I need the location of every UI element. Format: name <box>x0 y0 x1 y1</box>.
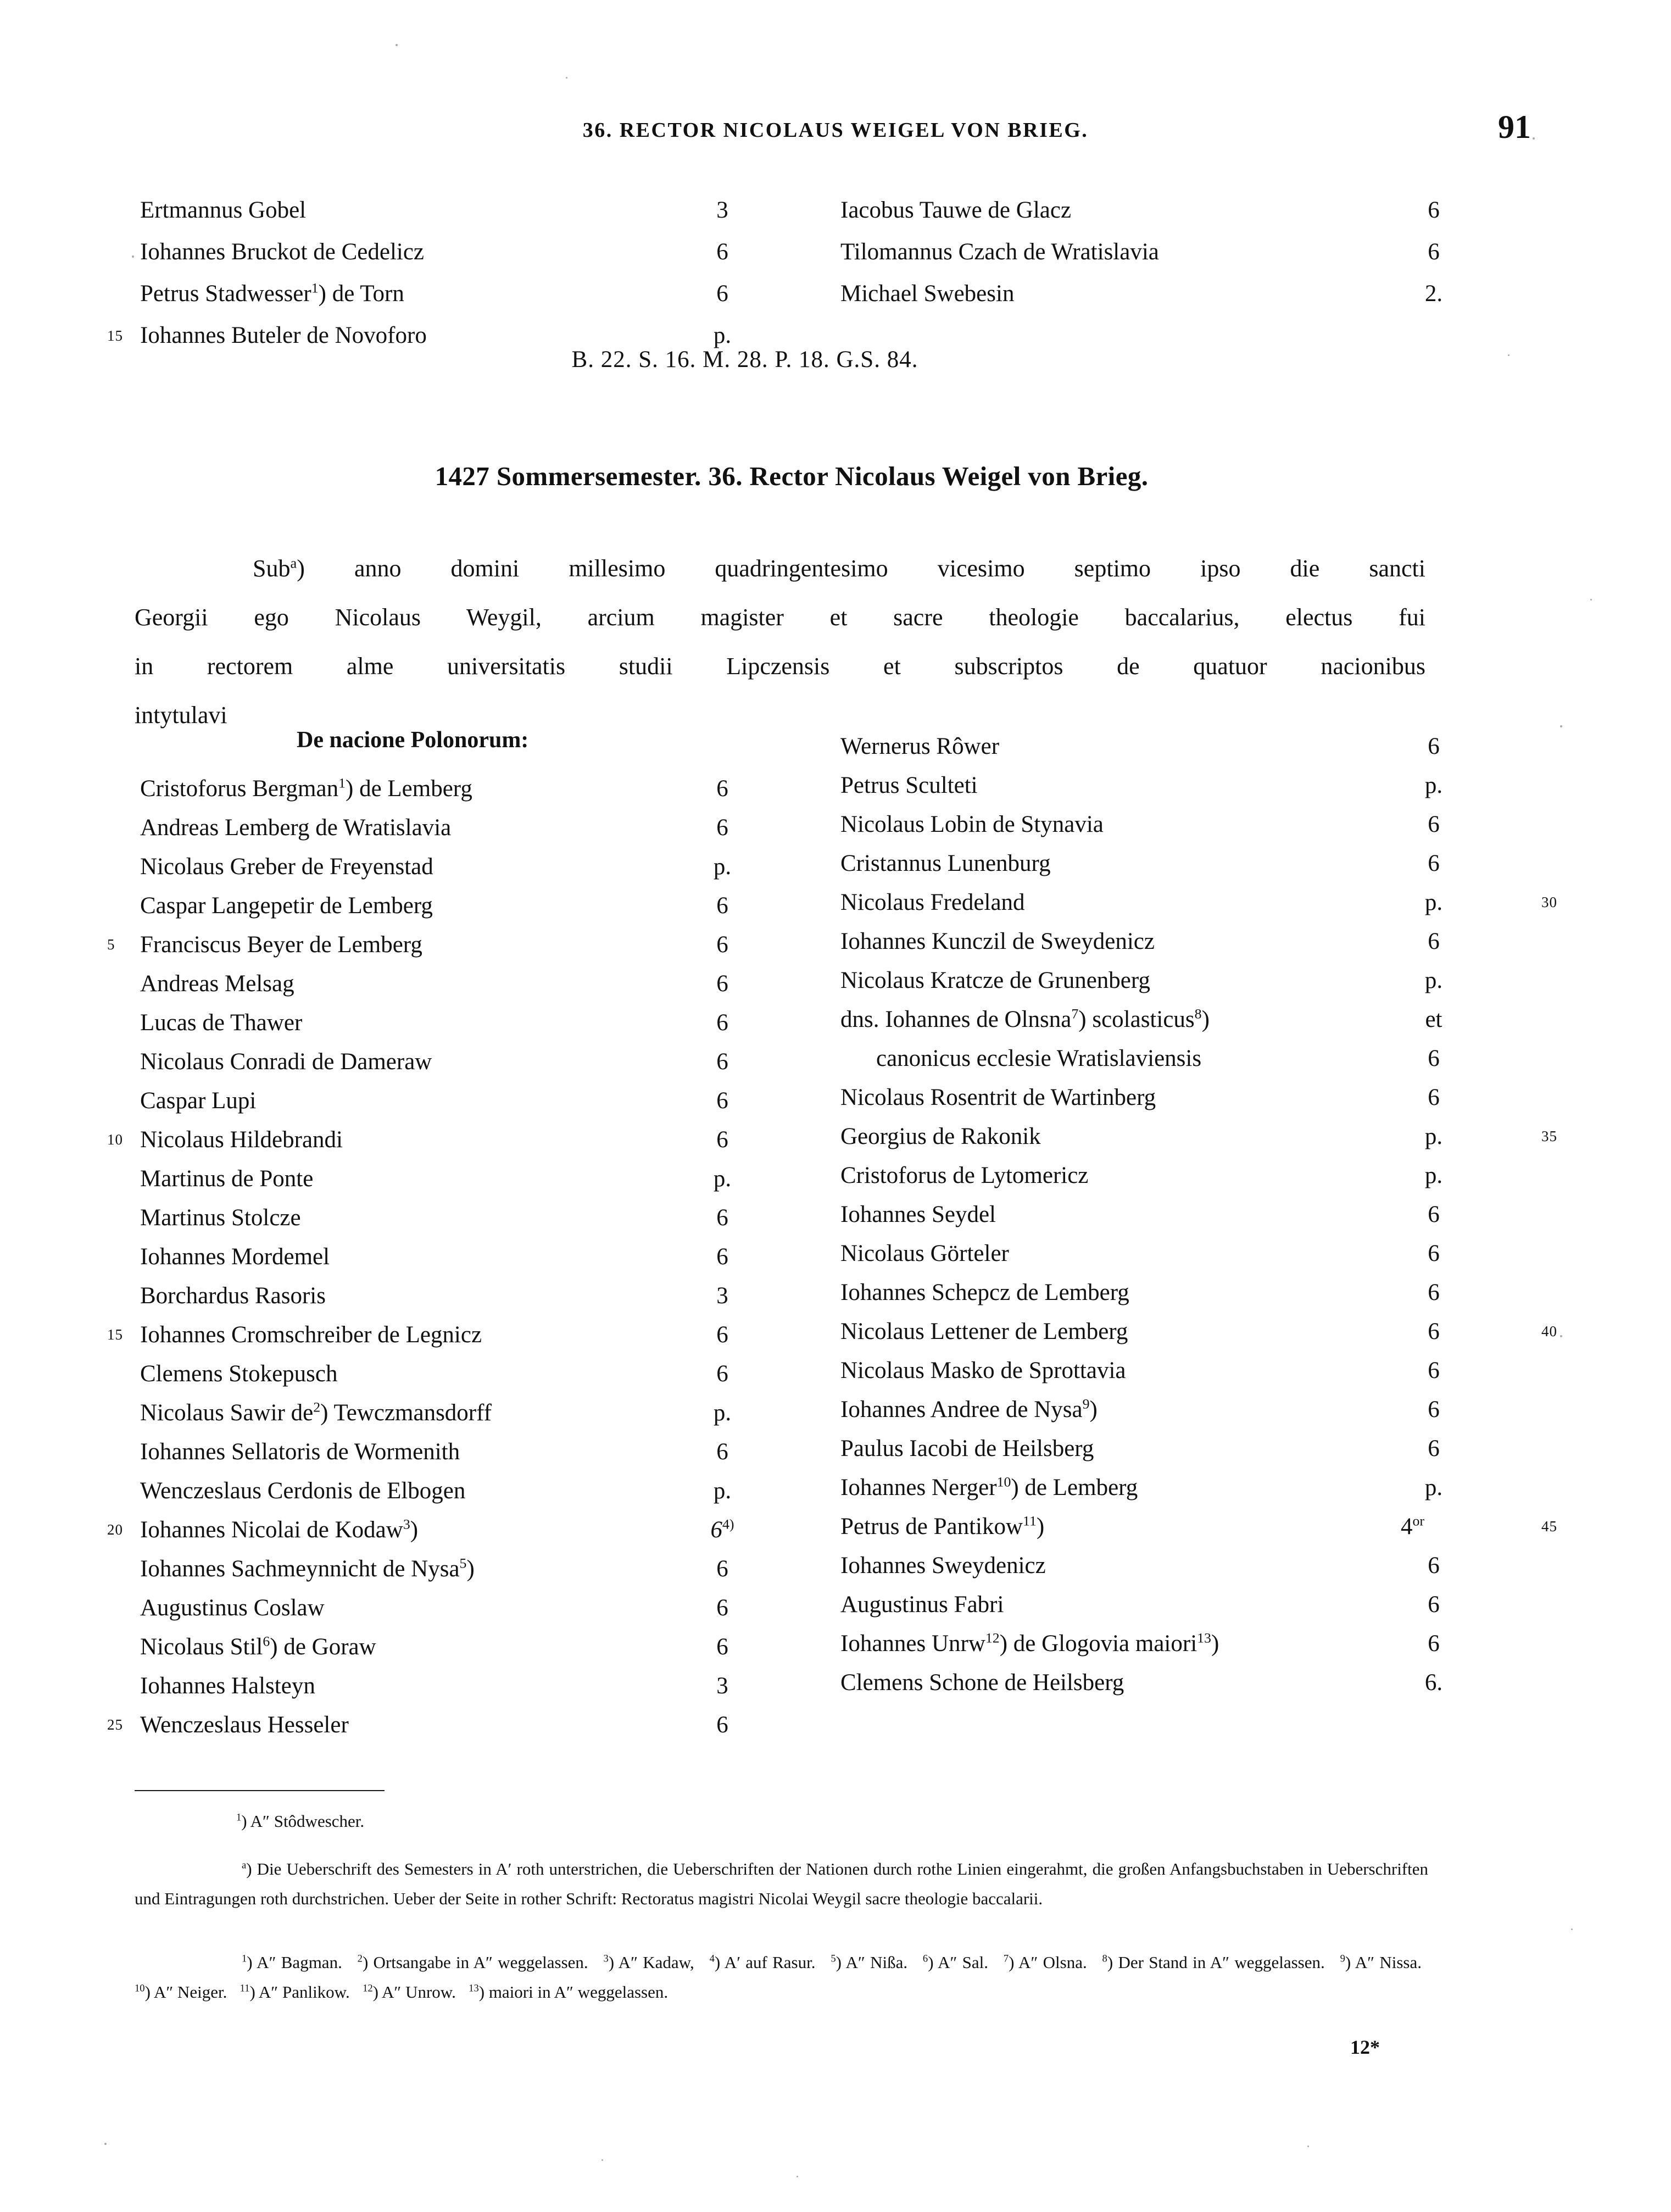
top-roster-left-column <box>107 190 777 357</box>
entrant-name: Iohannes Sweydenicz <box>840 1553 1046 1579</box>
fee-value: 6 <box>716 1244 728 1270</box>
fee-value: 6 <box>716 1595 728 1621</box>
roster-row <box>107 1588 777 1627</box>
fee-value: 6 <box>716 1439 728 1465</box>
entrant-name: Wernerus Rôwer <box>840 733 1000 759</box>
entrant-name: Paulus Iacobi de Heilsberg <box>840 1436 1094 1461</box>
running-head <box>0 109 1671 151</box>
footnote-item: $^5$) A″ Nißa. <box>831 1953 908 1972</box>
fee-value: 6 <box>1428 1046 1440 1071</box>
entrant-name: Iohannes Buteler de Novoforo <box>140 323 427 348</box>
roster-row <box>807 1156 1500 1195</box>
entrant-name: Nicolaus Kratcze de Grunenberg <box>840 968 1150 993</box>
entrant-name: Caspar Langepetir de Lemberg <box>140 893 433 919</box>
fee-value: p. <box>1424 968 1443 993</box>
line-number: 20 <box>107 1521 123 1538</box>
roster-row <box>807 1234 1500 1273</box>
entrant-name: Iohannes Unrw$^{12}$) de Glogovia maiori$^{13}$) <box>840 1630 1219 1657</box>
roster-row <box>807 1390 1500 1429</box>
fee-value: $4^{or}$ <box>1401 1513 1424 1539</box>
roster-row <box>807 190 1500 231</box>
fee-value: 6 <box>716 1634 728 1660</box>
entrant-name: Iohannes Halsteyn <box>140 1673 315 1699</box>
roster-row <box>807 1663 1500 1702</box>
roster-row <box>107 1627 777 1666</box>
roster-row <box>107 1120 777 1159</box>
roster-row <box>807 883 1557 922</box>
footnote-item: $^{10}$) A″ Neiger. <box>135 1982 227 2002</box>
nation-totals-line: B. 22. S. 16. M. 28. P. 18. G.S. 84. <box>571 347 918 373</box>
entrant-name: Iohannes Sellatoris de Wormenith <box>140 1439 460 1465</box>
entrant-name: Nicolaus Conradi de Dameraw <box>140 1049 432 1075</box>
fee-value: 6 <box>1428 1085 1440 1110</box>
roster-row <box>107 1003 777 1042</box>
entrant-name: Nicolaus Greber de Freyenstad <box>140 854 433 880</box>
roster-row <box>807 922 1500 961</box>
roster-row <box>807 1195 1500 1234</box>
roster-row <box>107 1510 777 1549</box>
fee-value: 6 <box>716 971 728 997</box>
fee-value: p. <box>1424 890 1443 915</box>
footnote-divider <box>135 1790 385 1791</box>
footnote-item: $^7$) A″ Olsna. <box>1003 1953 1087 1972</box>
fee-value: 6 <box>716 239 728 265</box>
roster-row <box>807 231 1500 273</box>
fee-value: 6 <box>716 1088 728 1114</box>
fee-value: 6 <box>716 1322 728 1348</box>
entrant-name: Iohannes Cromschreiber de Legnicz <box>140 1322 482 1348</box>
entrant-name: dns. Iohannes de Olnsna$^7$) scolasticus$^8$) <box>840 1005 1210 1032</box>
entrant-name: Nicolaus Görteler <box>840 1241 1009 1266</box>
roster-row <box>107 847 777 886</box>
fee-value: 6 <box>1428 1553 1440 1579</box>
roster-row <box>107 964 777 1003</box>
roster-row <box>807 1273 1500 1312</box>
fee-value: p. <box>713 1400 732 1426</box>
preamble-line: Sub$^a$) anno domini millesimo quadringentesimo vicesimo septimo ipso die sancti <box>253 554 1425 582</box>
roster-row <box>807 1117 1557 1156</box>
line-number: 5 <box>107 936 115 953</box>
footnote-item: $^{11}$) A″ Panlikow. <box>239 1982 350 2002</box>
fee-value: 6 <box>716 815 728 841</box>
roster-row <box>807 727 1500 766</box>
entrant-name: Clemens Schone de Heilsberg <box>840 1670 1124 1696</box>
entrant-name: Iohannes Nerger$^{10}$) de Lemberg <box>840 1474 1138 1500</box>
fee-value: 6 <box>1428 1592 1440 1618</box>
latin-preamble <box>135 544 1425 740</box>
roster-row <box>107 1432 777 1471</box>
entrant-name: Georgius de Rakonik <box>840 1124 1041 1149</box>
roster-row <box>807 1468 1500 1507</box>
roster-row <box>107 925 777 964</box>
fee-value: 3 <box>716 1283 728 1309</box>
fee-value: 6. <box>1424 1670 1443 1696</box>
line-number: 15 <box>107 1326 123 1343</box>
roster-row <box>807 1351 1500 1390</box>
roster-row <box>107 1471 777 1510</box>
roster-row <box>807 1507 1557 1546</box>
scan-speck <box>1307 2146 1309 2147</box>
fee-value: 6 <box>1428 1436 1440 1461</box>
roster-row <box>807 1312 1557 1351</box>
scan-speck <box>132 255 134 258</box>
fee-value: et <box>1425 1007 1442 1032</box>
section-heading: 1427 Sommersemester. 36. Rector Nicolaus Weigel von Brieg. <box>435 461 1149 491</box>
entrant-name: Iohannes Sachmeynnicht de Nysa$^5$) <box>140 1555 475 1582</box>
entrant-name: Cristoforus de Lytomericz <box>840 1163 1089 1188</box>
scan-speck <box>1571 1928 1573 1930</box>
roster-row <box>807 1585 1500 1624</box>
entrant-name: Andreas Lemberg de Wratislavia <box>140 815 452 841</box>
entrant-name: Nicolaus Masko de Sprottavia <box>840 1358 1126 1383</box>
roster-row <box>107 273 777 315</box>
line-number: 40 <box>1541 1323 1557 1340</box>
roster-row <box>107 1315 777 1354</box>
fee-value: 6 <box>716 776 728 802</box>
roster-row <box>107 1393 777 1432</box>
fee-value: p. <box>713 1478 732 1504</box>
fee-value: 6 <box>716 1205 728 1231</box>
footnote-item: $^{13}$) maiori in A″ weggelassen. <box>469 1982 669 2002</box>
roster-row <box>807 1078 1500 1117</box>
page-number: 91 <box>1498 109 1531 145</box>
entrant-name: Nicolaus Lobin de Stynavia <box>840 812 1104 837</box>
entrant-name: Nicolaus Stil$^6$) de Goraw <box>140 1633 376 1660</box>
fee-value: 6 <box>1428 1319 1440 1344</box>
roster-row <box>107 1081 777 1120</box>
roster-row <box>107 190 777 231</box>
scan-speck <box>1590 599 1592 601</box>
fee-value: 6 <box>716 281 728 307</box>
fee-value: 6 <box>716 1049 728 1075</box>
entrant-name: Andreas Melsag <box>140 971 294 997</box>
fee-value: 6$^{4)}$ <box>710 1516 734 1543</box>
fee-value: 3 <box>716 1673 728 1699</box>
entrant-name: Iohannes Mordemel <box>140 1244 330 1270</box>
roster-row <box>107 1237 777 1276</box>
roster-right-column <box>807 727 1557 1702</box>
preamble-line: in rectorem alme universitatis studii Lipczensis et subscriptos de quatuor nacionibus <box>135 653 1425 680</box>
line-number: 30 <box>1541 894 1557 910</box>
entrant-name: Iohannes Andree de Nysa$^9$) <box>840 1396 1098 1422</box>
fee-value: 6 <box>1428 1202 1440 1227</box>
roster-row <box>107 1042 777 1081</box>
entrant-name: Wenczeslaus Hesseler <box>140 1712 349 1738</box>
roster-row <box>807 1000 1500 1039</box>
scan-speck <box>601 2159 603 2161</box>
line-number: 10 <box>107 1131 123 1148</box>
entrant-name: Clemens Stokepusch <box>140 1361 338 1387</box>
nation-heading: De nacione Polonorum: <box>297 727 529 753</box>
fee-value: 6 <box>1428 929 1440 954</box>
roster-row <box>107 1666 777 1705</box>
roster-row <box>807 1039 1500 1078</box>
roster-row <box>107 808 777 847</box>
entrant-name: Nicolaus Rosentrit de Wartinberg <box>840 1085 1156 1110</box>
roster-row <box>807 1546 1500 1585</box>
fee-value: 6 <box>1428 851 1440 876</box>
fee-value: 6 <box>1428 1241 1440 1266</box>
footnote-item: $^{12}$) A″ Unrow. <box>363 1982 456 2002</box>
scan-speck <box>1508 354 1510 356</box>
footnote-item: $^2$) Ortsangabe in A″ weggelassen. <box>357 1953 588 1972</box>
fee-value: 6 <box>1428 733 1440 759</box>
roster-row <box>107 1198 777 1237</box>
entrant-name: Borchardus Rasoris <box>140 1283 326 1309</box>
roster-row <box>807 844 1500 883</box>
roster-row <box>807 1624 1500 1663</box>
scan-speck <box>396 44 398 46</box>
roster-row <box>807 273 1500 315</box>
entrant-name: Caspar Lupi <box>140 1088 257 1114</box>
line-number: 15 <box>107 327 123 344</box>
roster-row <box>807 805 1500 844</box>
fee-value: p. <box>1424 1475 1443 1500</box>
entrant-name: Michael Swebesin <box>840 281 1015 307</box>
roster-row <box>107 1159 777 1198</box>
fee-value: 6 <box>1428 812 1440 837</box>
roster-left-column <box>107 769 777 1744</box>
footnote-numbered-block <box>135 1948 1431 2007</box>
entrant-name: Lucas de Thawer <box>140 1010 303 1036</box>
fee-value: 6 <box>716 1010 728 1036</box>
preamble-line: intytulavi <box>135 702 227 729</box>
fee-value: 6 <box>1428 1280 1440 1305</box>
entrant-name: Petrus de Pantikow$^{11}$) <box>840 1513 1045 1539</box>
entrant-name: Petrus Sculteti <box>840 772 978 798</box>
preamble-line: Georgii ego Nicolaus Weygil, arcium magister et sacre theologie baccalarius, electus fui <box>135 604 1425 631</box>
entrant-name: Augustinus Fabri <box>840 1592 1004 1618</box>
entrant-name: Martinus Stolcze <box>140 1205 301 1231</box>
top-roster-right-column <box>807 190 1500 315</box>
entrant-name: Iacobus Tauwe de Glacz <box>840 197 1072 223</box>
entrant-name: Tilomannus Czach de Wratislavia <box>840 239 1159 265</box>
entrant-name: Ertmannus Gobel <box>140 197 307 223</box>
roster-row <box>107 1549 777 1588</box>
fee-value: 6 <box>716 1127 728 1153</box>
entrant-name: Nicolaus Fredeland <box>840 890 1025 915</box>
fee-value: 6 <box>716 1712 728 1738</box>
roster-row <box>807 766 1500 805</box>
fee-value: 6 <box>716 1556 728 1582</box>
line-number: 45 <box>1541 1518 1557 1535</box>
entrant-name: Iohannes Kunczil de Sweydenicz <box>840 929 1155 954</box>
entrant-name: Iohannes Seydel <box>840 1202 996 1227</box>
fee-value: 6 <box>716 932 728 958</box>
line-number: 35 <box>1541 1128 1557 1144</box>
entrant-name: Nicolaus Hildebrandi <box>140 1127 343 1153</box>
entrant-name: Cristoforus Bergman$^1$) de Lemberg <box>140 775 472 802</box>
entrant-name: Nicolaus Sawir $de^2$) Tewczmansdorff <box>140 1399 492 1426</box>
entrant-name: Franciscus Beyer de Lemberg <box>140 932 422 958</box>
fee-value: p. <box>1424 772 1443 798</box>
fee-value: 3 <box>716 197 728 223</box>
scan-speck <box>1533 137 1535 140</box>
entrant-name: Cristannus Lunenburg <box>840 851 1051 876</box>
footnote-item: $^9$) A″ Nissa. <box>1340 1953 1422 1972</box>
fee-value: 2. <box>1424 281 1443 307</box>
scan-speck <box>796 2176 798 2177</box>
footnote-a: $^a$) Die Ueberschrift des Semesters in A′ roth unterstrichen, die Ueberschriften der Nationen durch rothe Linien eingerahmt, die großen Anfangsbuchstaben in Ueberschriften und Eintragungen roth durchstrichen. Ueber der Seite in rother Schrift: Rectoratus magistri Nicolai Weygil sacre theologie baccalarii. <box>135 1859 1428 1908</box>
fee-value: p. <box>1424 1163 1443 1188</box>
fee-value: 6 <box>1428 1358 1440 1383</box>
fee-value: 6 <box>1428 1631 1440 1657</box>
line-number: 25 <box>107 1716 123 1733</box>
roster-row <box>807 1429 1500 1468</box>
roster-row <box>807 961 1500 1000</box>
fee-value: 6 <box>1428 197 1440 223</box>
fee-value: 6 <box>716 893 728 919</box>
footnote-item: $^8$) Der Stand in A″ weggelassen. <box>1102 1953 1325 1972</box>
scan-speck <box>566 77 567 79</box>
signature-mark: 12* <box>1350 2036 1380 2058</box>
entrant-name: Nicolaus Lettener de Lemberg <box>840 1319 1128 1344</box>
footnote-item: $^6$) A″ Sal. <box>922 1953 989 1972</box>
fee-value: p. <box>1424 1124 1443 1149</box>
roster-row <box>107 769 777 808</box>
entrant-name: Wenczeslaus Cerdonis de Elbogen <box>140 1478 466 1504</box>
fee-value: p. <box>713 854 732 880</box>
entrant-name: Iohannes Bruckot de Cedelicz <box>140 239 425 265</box>
entrant-name: Petrus Stadwesser$^1$) de Torn <box>140 280 404 307</box>
roster-row <box>107 1276 777 1315</box>
roster-row <box>107 886 777 925</box>
entrant-name: Martinus de Ponte <box>140 1166 314 1192</box>
entrant-name: Iohannes Nicolai de Kodaw$^3$) <box>140 1516 419 1543</box>
scan-speck <box>1560 1335 1562 1337</box>
entrant-name: Augustinus Coslaw <box>140 1595 325 1621</box>
scan-speck <box>104 2143 107 2145</box>
footnote-item: $^3$) A″ Kadaw, <box>603 1953 694 1972</box>
footnote-item: $^1$) A″ Bagman. <box>242 1953 342 1972</box>
roster-row <box>107 231 777 273</box>
scan-speck <box>1560 725 1562 727</box>
roster-row <box>107 1705 777 1744</box>
footnote-item: $^4$) A′ auf Rasur. <box>709 1953 816 1972</box>
entrant-name: canonicus ecclesie Wratislaviensis <box>876 1046 1202 1071</box>
fee-value: p. <box>713 1166 732 1192</box>
fee-value: 6 <box>716 1361 728 1387</box>
fee-value: 6 <box>1428 239 1440 265</box>
running-head-title: 36. RECTOR NICOLAUS WEIGEL VON BRIEG. <box>582 119 1089 142</box>
entrant-name: Iohannes Schepcz de Lemberg <box>840 1280 1129 1305</box>
fee-value: 6 <box>1428 1397 1440 1422</box>
fee-value: p. <box>713 323 732 348</box>
footnote-first: $^1$) A″ Stôdwescher. <box>236 1811 365 1831</box>
roster-row <box>107 1354 777 1393</box>
